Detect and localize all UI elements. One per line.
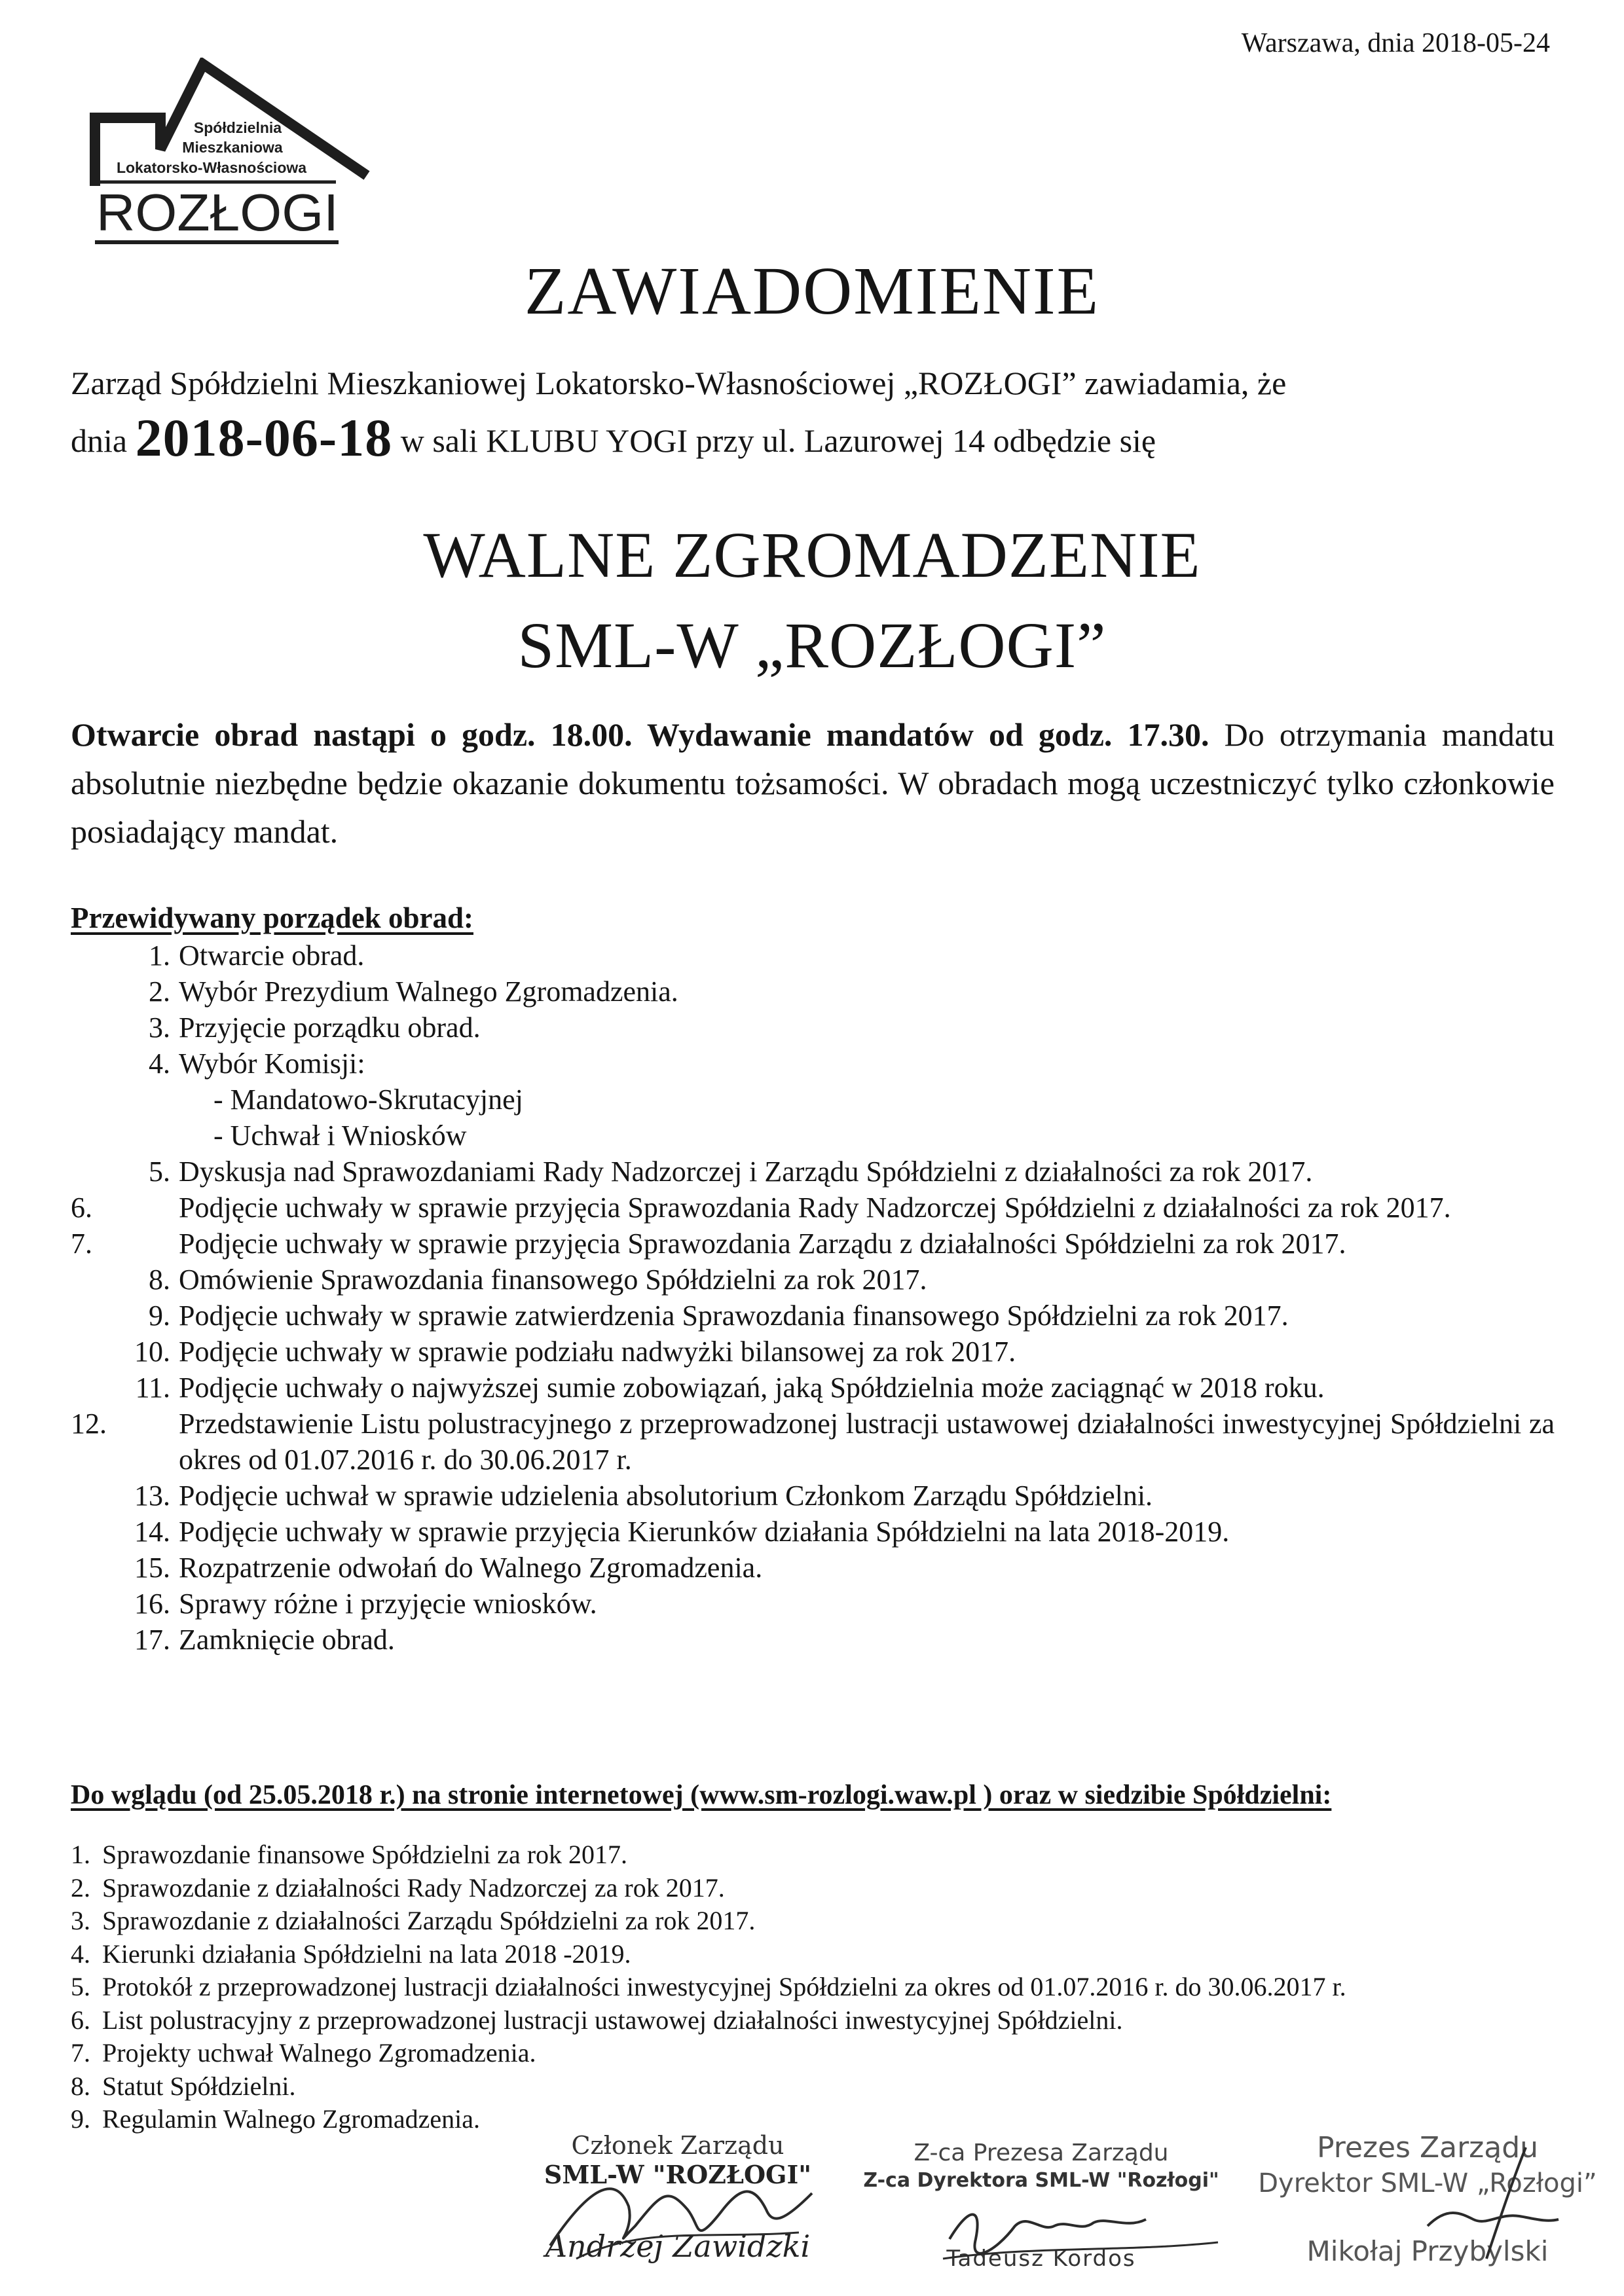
intro-line-1: Zarząd Spółdzielni Mieszkaniowej Lokatorsko-Własnościowej „ROZŁOGI” zawiadamia, że (71, 365, 1287, 401)
agenda-item-number: 1. (149, 939, 170, 972)
cooperative-logo (69, 58, 370, 247)
agenda-item-number: 5. (149, 1156, 170, 1188)
signature-org: Z-ca Dyrektora SML-W "Rozłogi" (863, 2169, 1219, 2192)
agenda-item-text: Wybór Prezydium Walnego Zgromadzenia. (179, 975, 678, 1008)
agenda-item-text: Przedstawienie Listu polustracyjnego z przeprowadzonej lustracji ustawowej działalności inwestycyjnej Spółdzielni za okres od 01.07.2016 r. do 30.06.2017 r. (179, 1408, 1555, 1476)
agenda-item-number: 8. (149, 1264, 170, 1296)
agenda-item (71, 1154, 1555, 1190)
agenda-item (71, 1550, 1555, 1586)
headline-cooperative: SML-W „ROZŁOGI” (517, 609, 1107, 682)
agenda-item-number: 16. (134, 1588, 170, 1620)
signature-org: SML-W "ROZŁOGI" (544, 2160, 812, 2189)
agenda-item-number: 2. (149, 975, 170, 1008)
headline-assembly: WALNE ZGROMADZENIE (423, 519, 1201, 591)
document-item (71, 1971, 1555, 2004)
intro-line-2 (71, 408, 1555, 467)
agenda-item (71, 1190, 1555, 1226)
agenda-list (71, 938, 1555, 1658)
document-item (71, 1838, 1555, 1872)
agenda-item (71, 1082, 1555, 1118)
signature-block-board-member (517, 2131, 838, 2264)
document-item (71, 2037, 1555, 2070)
agenda-item-text: Podjęcie uchwały w sprawie zatwierdzenia Sprawozdania finansowego Spółdzielni za rok 2017. (179, 1300, 1289, 1332)
agenda-item (71, 1334, 1555, 1370)
agenda-item-text: Otwarcie obrad. (179, 939, 365, 972)
document-item-text: Sprawozdanie z działalności Rady Nadzorczej za rok 2017. (102, 1872, 725, 1903)
agenda-item-number: 3. (149, 1011, 170, 1044)
document-item-text: Sprawozdanie z działalności Zarządu Spółdzielni za rok 2017. (102, 1906, 756, 1935)
document-item-number: 7. (71, 2038, 90, 2068)
agenda-item-text: Dyskusja nad Sprawozdaniami Rady Nadzorczej i Zarządu Spółdzielni z działalności za rok 2017. (179, 1156, 1313, 1188)
documents-list (71, 1838, 1555, 2136)
document-item-number: 3. (71, 1906, 90, 1935)
agenda-item (71, 1622, 1555, 1658)
agenda-item-text: Podjęcie uchwały w sprawie podziału nadwyżki bilansowej za rok 2017. (179, 1336, 1016, 1368)
signature-block-vice-president (845, 2140, 1238, 2272)
document-item-number: 6. (71, 2005, 90, 2035)
logo-line-3: Lokatorsko-Własnościowa (116, 159, 307, 176)
agenda-item-number: 10. (134, 1336, 170, 1368)
agenda-item-number: 11. (135, 1372, 170, 1404)
intro-suffix: w sali KLUBU YOGI przy ul. Lazurowej 14 odbędzie się (400, 422, 1156, 459)
document-date: Warszawa, dnia 2018-05-24 (1241, 28, 1550, 58)
agenda-item (71, 1370, 1555, 1406)
agenda-item (71, 1514, 1555, 1550)
agenda-item-text: Sprawy różne i przyjęcie wniosków. (179, 1588, 597, 1620)
agenda-item-text: Podjęcie uchwały w sprawie przyjęcia Kierunków działania Spółdzielni na lata 2018-2019. (179, 1516, 1230, 1548)
agenda-item-number: 14. (134, 1516, 170, 1548)
signature-org: Dyrektor SML-W „Rozłogi” (1258, 2168, 1597, 2198)
agenda-item-text: Podjęcie uchwały o najwyższej sumie zobowiązań, jaką Spółdzielnia może zaciągnąć w 2018 roku. (179, 1372, 1325, 1404)
agenda-item-text: Podjęcie uchwały w sprawie przyjęcia Sprawozdania Rady Nadzorczej Spółdzielni z działalności za rok 2017. (179, 1192, 1451, 1224)
signature-name: Andrzej Zawidzki (545, 2229, 811, 2264)
logo-name: ROZŁOGI (96, 183, 339, 242)
meeting-date: 2018-06-18 (135, 408, 393, 467)
signature-title: Z-ca Prezesa Zarządu (913, 2140, 1169, 2166)
agenda-item-text: Przyjęcie porządku obrad. (179, 1011, 481, 1044)
agenda-heading: Przewidywany porządek obrad: (71, 902, 473, 934)
signature-block-president (1238, 2131, 1617, 2267)
agenda-item (71, 1262, 1555, 1298)
mandate-info: Do otrzymania mandatu absolutnie niezbędne będzie okazanie dokumentu tożsamości. W obradach mogą uczestniczyć tylko członkowie posiadający mandat. (71, 716, 1555, 850)
signature-name: Tadeusz Kordos (946, 2246, 1136, 2272)
agenda-item-number: 13. (134, 1480, 170, 1512)
agenda-item-number: 6. (71, 1192, 92, 1224)
signature-name: Mikołaj Przybylski (1306, 2235, 1549, 2267)
document-item-text: Regulamin Walnego Zgromadzenia. (102, 2104, 480, 2134)
agenda-item-text: Omówienie Sprawozdania finansowego Spółdzielni za rok 2017. (179, 1264, 927, 1296)
document-item (71, 1904, 1555, 1938)
document-item-text: Statut Spółdzielni. (102, 2071, 296, 2101)
agenda-item-text: Wybór Komisji: (179, 1048, 365, 1080)
agenda-item-number: 4. (149, 1048, 170, 1080)
house-logo-icon (69, 58, 370, 247)
agenda-item-number: 7. (71, 1228, 92, 1260)
document-item-text: Kierunki działania Spółdzielni na lata 2018 -2019. (102, 1939, 631, 1969)
agenda-item-text: Podjęcie uchwały w sprawie przyjęcia Sprawozdania Zarządu z działalności Spółdzielni za rok 2017. (179, 1228, 1346, 1260)
agenda-item (71, 974, 1555, 1010)
signature-title: Członek Zarządu (571, 2131, 784, 2160)
agenda-item-text: Zamknięcie obrad. (179, 1624, 395, 1656)
document-item-number: 2. (71, 1872, 90, 1903)
agenda-item-text: - Uchwał i Wniosków (213, 1120, 467, 1152)
document-item-number: 5. (71, 1972, 90, 2001)
agenda-item (71, 1586, 1555, 1622)
document-item-number: 1. (71, 1840, 90, 1869)
agenda-item-number: 9. (149, 1300, 170, 1332)
agenda-item-text: - Mandatowo-Skrutacyjnej (213, 1084, 523, 1116)
document-item-text: Projekty uchwał Walnego Zgromadzenia. (102, 2038, 536, 2068)
intro-prefix: dnia (71, 422, 128, 459)
agenda-item (71, 1478, 1555, 1514)
document-item (71, 2070, 1555, 2104)
agenda-item (71, 1226, 1555, 1262)
agenda-item-text: Rozpatrzenie odwołań do Walnego Zgromadzenia. (179, 1552, 763, 1584)
agenda-item (71, 1010, 1555, 1046)
documents-heading: Do wglądu (od 25.05.2018 r.) na stronie internetowej (www.sm-rozlogi.waw.pl ) oraz w siedzibie Spółdzielni: (71, 1780, 1332, 1810)
agenda-item (71, 1298, 1555, 1334)
opening-hours: Otwarcie obrad nastąpi o godz. 18.00. Wydawanie mandatów od godz. 17.30. (71, 716, 1209, 753)
document-item-number: 8. (71, 2071, 90, 2101)
document-item-number: 9. (71, 2104, 90, 2134)
document-item-text: Sprawozdanie finansowe Spółdzielni za rok 2017. (102, 1840, 628, 1869)
agenda-item-number: 17. (134, 1624, 170, 1656)
info-paragraph (71, 710, 1555, 856)
document-item (71, 1872, 1555, 1905)
logo-line-1: Spółdzielnia (193, 119, 282, 136)
agenda-item (71, 1046, 1555, 1082)
document-item-text: List polustracyjny z przeprowadzonej lustracji ustawowej działalności inwestycyjnej Spółdzielni. (102, 2005, 1123, 2035)
document-item (71, 2004, 1555, 2037)
notice-title: ZAWIADOMIENIE (524, 253, 1100, 329)
agenda-item (71, 1118, 1555, 1154)
signature-title: Prezes Zarządu (1316, 2131, 1539, 2164)
agenda-item-text: Podjęcie uchwał w sprawie udzielenia absolutorium Członkom Zarządu Spółdzielni. (179, 1480, 1153, 1512)
agenda-item (71, 1406, 1555, 1478)
document-item (71, 1938, 1555, 1971)
agenda-item (71, 938, 1555, 974)
agenda-item-number: 12. (71, 1408, 107, 1440)
agenda-item-number: 15. (134, 1552, 170, 1584)
document-item-number: 4. (71, 1939, 90, 1969)
document-item-text: Protokół z przeprowadzonej lustracji działalności inwestycyjnej Spółdzielni za okres od 01.07.2016 r. do 30.06.2017 r. (102, 1972, 1346, 2001)
logo-line-2: Mieszkaniowa (182, 139, 283, 156)
